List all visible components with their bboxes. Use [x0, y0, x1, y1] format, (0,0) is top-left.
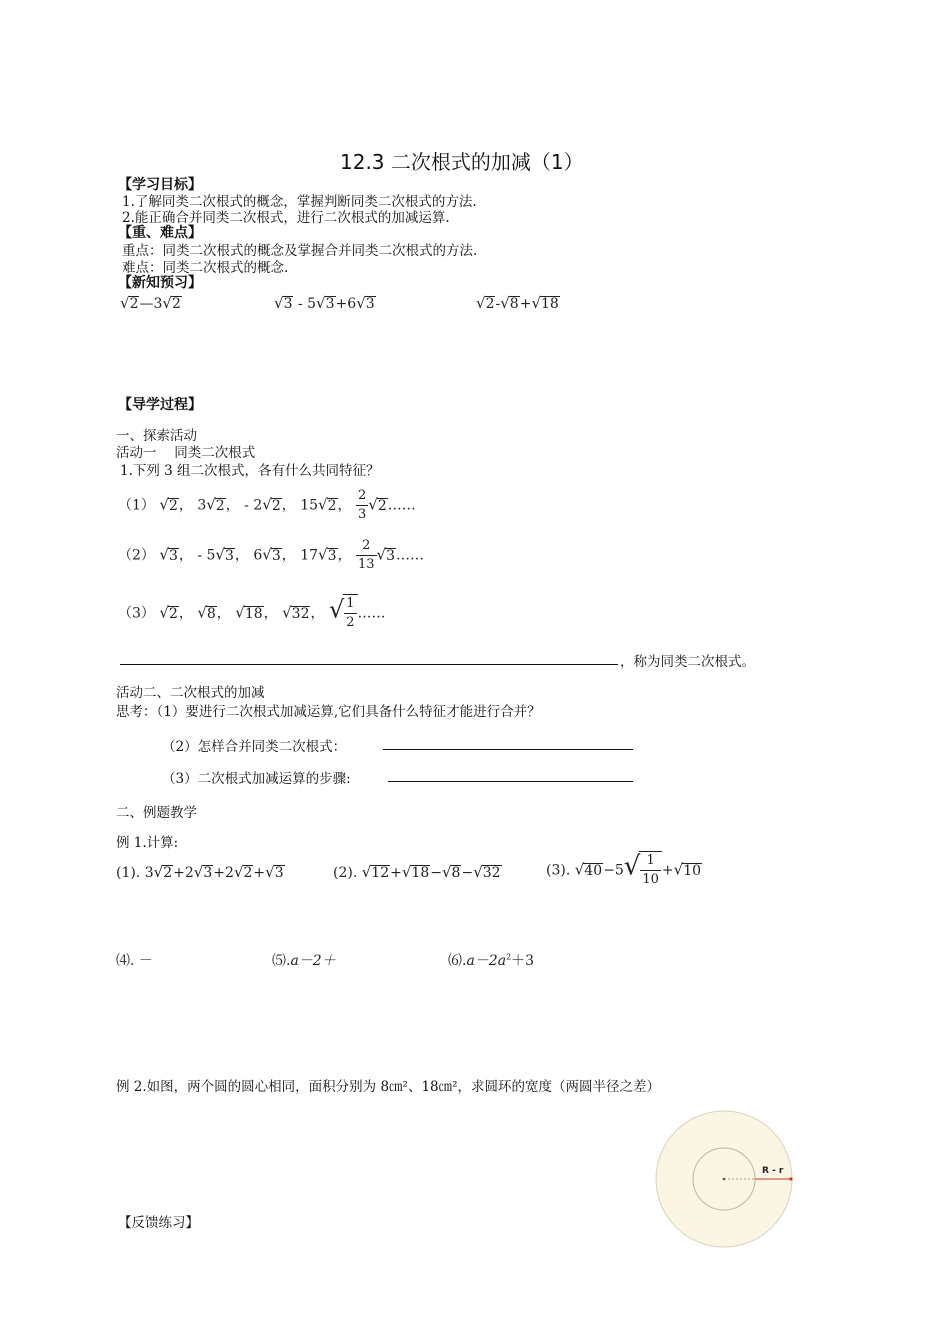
- preview-expr-2: √3 - 5√3+6√3: [274, 294, 375, 312]
- fraction-2-13: $\frac{2}{13}$: [357, 538, 375, 572]
- preview-expr-1: √2—3√2: [120, 294, 181, 312]
- key-item-1: 重点：同类二次根式的概念及掌握合并同类二次根式的方法.: [122, 243, 478, 259]
- fraction-2-3: $\frac{2}{3}$: [357, 488, 367, 522]
- section-examples: 二、例题教学: [116, 805, 197, 821]
- activity-2-title: 活动二、二次根式的加减: [116, 685, 265, 701]
- group-2: （2） √3， - 5√3， 6√3， 17√3， $\frac{2}{13}$ √3……: [118, 538, 424, 572]
- example-1-part-5: ⑸.a－2＋: [272, 953, 336, 969]
- center-point: [723, 1178, 726, 1181]
- fraction-1-2: $\frac{1}{2}$: [346, 596, 355, 630]
- ring-width-label: R - r: [762, 1166, 784, 1176]
- fraction-1-10: $\frac{1}{10}$: [642, 853, 659, 887]
- definition-blank[interactable]: [120, 664, 618, 665]
- goals-heading: 【学习目标】: [118, 177, 202, 193]
- think-question-3: （3）二次根式加减运算的步骤:: [162, 771, 351, 787]
- feedback-heading: 【反馈练习】: [118, 1215, 199, 1231]
- example-1-part-1: (1). 3√2+2√3+2√2+√3: [116, 863, 284, 881]
- key-item-2: 难点：同类二次根式的概念.: [122, 260, 289, 276]
- example-2-text: 例 2.如图，两个圆的圆心相同，面积分别为 8㎝²、18㎝²，求圆环的宽度（两圆半径之差）: [116, 1079, 661, 1095]
- example-1-part-6: $⑹.a-2a^2+3$: [448, 952, 535, 969]
- group-1: （1） √2， 3√2， - 2√2， 15√2， $\frac{2}{3}$ √2……: [118, 488, 416, 522]
- think-2-blank[interactable]: [383, 749, 633, 750]
- think-question-2: （2）怎样合并同类二次根式：: [162, 739, 347, 755]
- example-1-part-2: (2). √12+√18−√8−√32: [333, 863, 501, 881]
- think-question-1: 思考：（1）要进行二次根式加减运算,它们具备什么特征才能进行合并？: [116, 704, 541, 720]
- think-3-blank[interactable]: [388, 781, 633, 782]
- guide-heading: 【导学过程】: [118, 397, 202, 413]
- preview-expr-3: √2-√8+√18: [476, 294, 559, 312]
- key-heading: 【重、难点】: [118, 225, 202, 241]
- outer-point: [789, 1177, 792, 1180]
- activity-1-title: 活动一 同类二次根式: [116, 445, 256, 461]
- preview-heading: 【新知预习】: [118, 275, 202, 291]
- example-1-part-4: ⑷. －: [116, 953, 153, 969]
- definition-suffix: ，称为同类二次根式。: [620, 654, 755, 670]
- goal-item-1: 1.了解同类二次根式的概念，掌握判断同类二次根式的方法.: [122, 194, 477, 210]
- question-1: 1.下列 3 组二次根式，各有什么共同特征？: [120, 463, 380, 479]
- concentric-circles-figure: [654, 1110, 804, 1250]
- group-3: （3） √2， √8， √18， √32， √ $\frac{1}{2}$ ……: [118, 595, 386, 630]
- goal-item-2: 2.能正确合并同类二次根式，进行二次根式的加减运算.: [122, 210, 450, 226]
- example-1-title: 例 1.计算:: [116, 835, 179, 851]
- example-1-part-3: (3). √40−5√ $\frac{1}{10}$ +√10: [546, 851, 702, 887]
- section-explore: 一、探索活动: [116, 428, 197, 444]
- page-title: 12.3 二次根式的加减（1）: [340, 150, 584, 174]
